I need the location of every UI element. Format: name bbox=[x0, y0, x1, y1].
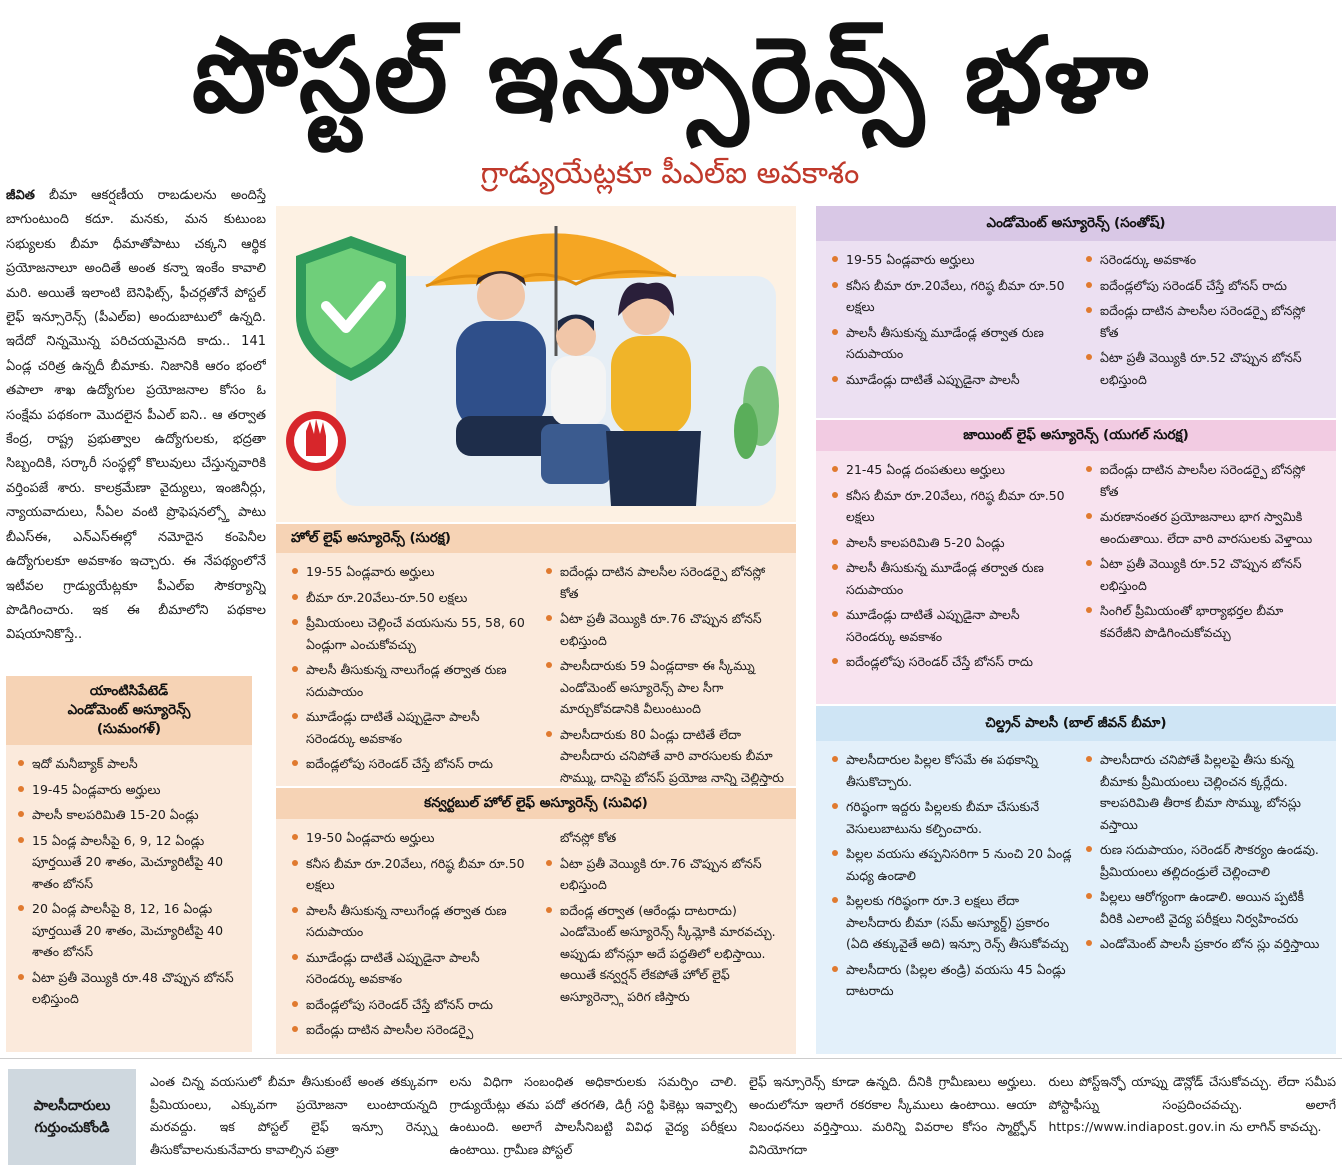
list-item: ఐదేండ్ల తర్వాత (ఆరేండ్లు దాటరాదు) ఎండోమెంట్ అస్యూరెన్స్ స్కీమ్లోకి మారవచ్చు. అప్పుడు బోనస్లూ అదే పద్ధతిలో లభిస్తాయి. అయితే కన్వర్షన్ లేకపోతే హోల్ లైఫ్ అస్యూరెన్స్గా పరిగ ణిస్తారు bbox=[540, 900, 786, 1008]
list-item: పిల్లల వయసు తప్పనిసరిగా 5 నుంచి 20 ఏండ్ల మధ్య ఉండాలి bbox=[826, 843, 1072, 886]
intro-lead-word: జీవిత bbox=[6, 188, 35, 203]
list-item: పాలసీదారుకు 59 ఏండ్లదాకా ఈ స్కీమ్ను ఎండోమెంట్ అస్యూరెన్స్ పాల సీగా మార్చుకోవడానికి వీలుంటుంది bbox=[540, 655, 786, 720]
list-item: మూడేండ్లు దాటితే ఎప్పుడైనా పాలసీ సరెండర్కు అవకాశం bbox=[826, 604, 1072, 647]
list-item: మరణానంతర ప్రయోజనాలు భాగ స్వామికి అందుతాయి. లేదా వారి వారసులకు వెళ్తాయి bbox=[1080, 506, 1326, 549]
list-item: పాలసీ తీసుకున్న నాలుగేండ్ల తర్వాత రుణ సదుపాయం bbox=[286, 659, 532, 702]
santosh-list-left bbox=[826, 249, 1072, 394]
list-item: పాలసీదారు చనిపోతే పిల్లలపై తీసు కున్న బీమాకు ప్రీమియంలు చెల్లించన క్కర్లేదు. కాలపరిమితి తీరాక బీమా సొమ్ము, బోనస్లు వస్తాయి bbox=[1080, 749, 1326, 835]
list-item: 19-45 ఏండ్లవారు అర్హులు bbox=[12, 779, 246, 801]
list-item: మూడేండ్లు దాటితే ఎప్పుడైనా పాలసీ bbox=[826, 369, 1072, 391]
sumangal-title-line-3: (సుమంగళ్) bbox=[96, 721, 162, 737]
suvidha-columns bbox=[276, 819, 796, 1053]
suvidha-title: కన్వర్టబుల్ హోల్ లైఫ్ అస్యూరెన్స్ (సువిధ) bbox=[424, 795, 648, 811]
list-item: ఐదేండ్లు దాటిన పాలసీల సరెండర్పై బోనస్లో కోత bbox=[1080, 459, 1326, 502]
list-item: కనీస బీమా రూ.20వేలు, గరిష్ఠ బీమా రూ.50 లక్షలు bbox=[826, 275, 1072, 318]
suvidha-continued-text: బోనస్లో కోత bbox=[560, 830, 617, 845]
list-item: 21-45 ఏండ్ల దంపతులు అర్హులు bbox=[826, 459, 1072, 481]
list-item: పాలసీ తీసుకున్న మూడేండ్ల తర్వాత రుణ సదుపాయం bbox=[826, 322, 1072, 365]
yugal-list-left bbox=[826, 459, 1072, 677]
box-santosh-title bbox=[816, 206, 1336, 241]
list-item: పాలసీ కాలపరిమితి 15-20 ఏండ్లు bbox=[12, 804, 246, 826]
headline: పోస్టల్ ఇన్సూరెన్స్ భళా bbox=[191, 14, 1151, 136]
list-item: ఇదో మనీబ్యాక్ పాలసీ bbox=[12, 753, 246, 775]
box-suvidha-title bbox=[276, 788, 796, 819]
footer-column: రులు పోస్ట్ఇన్ఫో యాప్ను డౌన్లోడ్ చేసుకోవచ్చు. లేదా సమీప పోస్టాఫీస్ను సంప్రదించవచ్చు. అలాగే https://www.indiapost.gov.in ను లాగిన్ కావచ్చు. bbox=[1048, 1074, 1336, 1134]
list-item: మూడేండ్లు దాటితే ఎప్పుడైనా పాలసీ సరెండర్కు అవకాశం bbox=[286, 947, 532, 990]
list-item: కనీస బీమా రూ.20వేలు, గరిష్ఠ బీమా రూ.50 లక్షలు bbox=[286, 853, 532, 896]
list-item: పాలసీ తీసుకున్న నాలుగేండ్ల తర్వాత రుణ సదుపాయం bbox=[286, 900, 532, 943]
santosh-list-right bbox=[1080, 249, 1326, 394]
list-item: ఏటా ప్రతీ వెయ్యికి రూ.52 చొప్పున బోనస్ లభిస్తుంది bbox=[1080, 347, 1326, 390]
suraksha-columns bbox=[276, 553, 796, 786]
yugal-title: జాయింట్ లైఫ్ అస్యూరెన్స్ (యుగల్ సురక్ష) bbox=[963, 427, 1189, 443]
list-item: 19-55 ఏండ్లవారు అర్హులు bbox=[826, 249, 1072, 271]
list-item: ఐదేండ్లలోపు సరెండర్ చేస్తే బోనస్ రాదు bbox=[286, 994, 532, 1016]
suraksha-list-left bbox=[286, 561, 532, 786]
children-list-right bbox=[1080, 749, 1326, 1006]
list-item: పాలసీదారు (పిల్లల తండ్రి) వయసు 45 ఏండ్లు దాటరాదు bbox=[826, 959, 1072, 1002]
suvidha-right-column bbox=[540, 827, 786, 1045]
list-item: ఐదేండ్లు దాటిన పాలసీల సరెండర్పై బోనస్లో కోత bbox=[1080, 300, 1326, 343]
suraksha-list-right bbox=[540, 561, 786, 786]
footer-label: పాలసీదారులు గుర్తుంచుకోండి bbox=[8, 1069, 136, 1165]
list-item: కనీస బీమా రూ.20వేలు, గరిష్ఠ బీమా రూ.50 లక్షలు bbox=[826, 485, 1072, 528]
children-title: చిల్డ్రన్ పాలసీ (బాల్ జీవన్ బీమా) bbox=[985, 715, 1167, 731]
headline-block bbox=[0, 0, 1342, 150]
children-list-left bbox=[826, 749, 1072, 1006]
sumangal-list bbox=[6, 745, 252, 1022]
box-yugal-title bbox=[816, 420, 1336, 451]
box-sumangal-title bbox=[6, 676, 252, 745]
yugal-list-right bbox=[1080, 459, 1326, 677]
sumangal-title-line-1: యాంటిసిపేటెడ్ bbox=[89, 683, 169, 699]
footer-columns bbox=[150, 1071, 1336, 1161]
yugal-columns bbox=[816, 451, 1336, 685]
list-item: ఐదేండ్లలోపు సరెండర్ చేస్తే బోనస్ రాదు bbox=[1080, 275, 1326, 297]
santosh-title: ఎండోమెంట్ అస్యూరెన్స్ (సంతోష్) bbox=[986, 215, 1166, 231]
list-item: పిల్లలు ఆరోగ్యంగా ఉండాలి. అయిన ప్పటికీ వీరికి ఎలాంటి వైద్య పరీక్షలు నిర్వహించరు bbox=[1080, 886, 1326, 929]
sumangal-title-line-2: ఎండోమెంట్ అస్యూరెన్స్ bbox=[67, 702, 191, 718]
list-item: ఎండోమెంట్ పాలసీ ప్రకారం బోన స్లు వర్తిస్తాయి bbox=[1080, 933, 1326, 955]
box-yugal-suraksha bbox=[816, 420, 1336, 704]
list-item: పాలసీదారుల పిల్లల కోసమే ఈ పథకాన్ని తీసుకొచ్చారు. bbox=[826, 749, 1072, 792]
suvidha-list-left bbox=[286, 827, 532, 1045]
family-umbrella-image bbox=[276, 206, 796, 522]
list-item: ఐదేండ్లు దాటిన పాలసీల సరెండర్పై bbox=[286, 1019, 532, 1041]
suvidha-list-right bbox=[540, 853, 786, 1008]
box-suvidha bbox=[276, 788, 796, 1054]
list-item: సింగిల్ ప్రీమియంతో భార్యాభర్తల బీమా కవరేజీని పొడిగించుకోవచ్చు bbox=[1080, 600, 1326, 643]
list-item: పాలసీ కాలపరిమితి 5-20 ఏండ్లు bbox=[826, 532, 1072, 554]
list-item: మూడేండ్లు దాటితే ఎప్పుడైనా పాలసీ సరెండర్కు అవకాశం bbox=[286, 706, 532, 749]
footer-column: లైఫ్ ఇన్సూరెన్స్ కూడా ఉన్నది. దీనికి గ్రామీణులు అర్హులు. అందులోనూ ఇలాగే రకరకాల స్కీములు ఉంటాయి. ఆయా నిబంధనలు వర్తిస్తాయి. మరిన్ని వివరాల కోసం స్మార్ట్ఫోన్ వినియోగదా bbox=[749, 1074, 1037, 1157]
intro-paragraph bbox=[6, 184, 266, 664]
list-item: ఐదేండ్లు దాటిన పాలసీల సరెండర్పై బోనస్లో కోత bbox=[540, 561, 786, 604]
list-item: ఏటా ప్రతీ వెయ్యికి రూ.76 చొప్పున బోనస్ లభిస్తుంది bbox=[540, 853, 786, 896]
list-item: ఐదేండ్లలోపు సరెండర్ చేస్తే బోనస్ రాదు bbox=[826, 651, 1072, 673]
list-item: 19-55 ఏండ్లవారు అర్హులు bbox=[286, 561, 532, 583]
list-item: పాలసీ తీసుకున్న మూడేండ్ల తర్వాత రుణ సదుపాయం bbox=[826, 557, 1072, 600]
list-item: గరిష్ఠంగా ఇద్దరు పిల్లలకు బీమా చేసుకునే వెసులుబాటును కల్పించారు. bbox=[826, 796, 1072, 839]
list-item: ఏటా ప్రతీ వెయ్యికి రూ.48 చొప్పున బోనస్ లభిస్తుంది bbox=[12, 967, 246, 1010]
list-item: ఏటా ప్రతీ వెయ్యికి రూ.52 చొప్పున బోనస్ లభిస్తుంది bbox=[1080, 553, 1326, 596]
list-item: సరెండర్కు అవకాశం bbox=[1080, 249, 1326, 271]
list-item: పాలసీదారుకు 80 ఏండ్లు దాటితే లేదా పాలసీదారు చనిపోతే వారి వారసులకు బీమా సొమ్ము, దానిపై బోనస్ ప్రయోజ నాన్ని చెల్లిస్తారు bbox=[540, 724, 786, 787]
box-sumangal bbox=[6, 676, 252, 1052]
box-children-policy bbox=[816, 706, 1336, 1054]
footer-column: లను విధిగా సంబంధిత అధికారులకు సమర్పిం చాలి. గ్రాడ్యుయేట్లు తమ పదో తరగతి, డిగ్రీ సర్టి ఫికెట్లు ఇవ్వాల్సి ఉంటుంది. అలాగే పాలసీనిబట్టి వివిధ వైద్య పరీక్షలు ఉంటాయి. గ్రామీణ పోస్టల్ bbox=[449, 1074, 737, 1157]
list-item: రుణ సదుపాయం, సరెండర్ సౌకర్యం ఉండవు. ప్రీమియంలు తల్లిదండ్రులే చెల్లించాలి bbox=[1080, 839, 1326, 882]
children-columns bbox=[816, 741, 1336, 1014]
intro-text: బీమా ఆకర్షణీయ రాబడులను అందిస్తే బాగుంటుంది కదూ. మనకు, మన కుటుంబ సభ్యులకు బీమా ధీమాతోపాటు చక్కని ఆర్థిక ప్రయోజనాలూ అందితే అంత కన్నా ఇంకేం కావాలి మరి. అయితే ఇలాంటి బెనిఫిట్స్, ఫీచర్లతోనే పోస్టల్ లైఫ్ ఇన్సూరెన్స్ (పీఎల్ఐ) అందుబాటులో ఉన్నది. ఇదేదో నిన్నమొన్న పరిచయమైనది కాదు.. 141 ఏండ్ల చరిత్ర ఉన్నదీ బీమాకు. నిజానికి ఆరం భంలో తపాలా శాఖ ఉద్యోగుల ప్రయోజనాల కోసం ఓ సంక్షేమ పథకంగా మొదలైన పీఎల్ ఐని.. ఆ తర్వాత కేంద్ర, రాష్ట్ర ప్రభుత్వాల ఉద్యోగులకు, భద్రతా సిబ్బందికి, సర్కారీ సంస్థల్లో కొలువులు చేస్తున్నవారికి వర్తింపజే శారు. కాలక్రమేణా వైద్యులు, ఇంజినీర్లు, న్యాయవాదులు, సీఏల వంటి ప్రొఫెషనల్స్తో పాటు బీఎస్ఈ, ఎన్ఎస్ఈల్లో నమోదైన కంపెనీల ఉద్యోగులకూ అవకాశం ఇచ్చారు. ఈ నేపథ్యంలోనే ఇటీవల గ్రాడ్యుయేట్లకూ పీఎల్ఐ సౌకర్యాన్ని పొడిగించారు. ఇక ఈ బీమాలోని పథకాల విషయానికొస్తే.. bbox=[6, 188, 266, 643]
list-item: 19-50 ఏండ్లవారు అర్హులు bbox=[286, 827, 532, 849]
box-suraksha-title bbox=[276, 524, 796, 553]
list-item: ప్రీమియంలు చెల్లించే వయసును 55, 58, 60 ఏండ్లుగా ఎంచుకోవచ్చు bbox=[286, 612, 532, 655]
box-children-title bbox=[816, 706, 1336, 741]
list-item: ఐదేండ్లలోపు సరెండర్ చేస్తే బోనస్ రాదు bbox=[286, 753, 532, 775]
family-insurance-illustration bbox=[276, 206, 796, 522]
subheadline: గ్రాడ్యుయేట్లకూ పీఎల్ఐ అవకాశం bbox=[480, 156, 860, 191]
footer-section bbox=[0, 1058, 1342, 1176]
list-item: పిల్లలకు గరిష్ఠంగా రూ.3 లక్షలు లేదా పాలసీదారు బీమా (సమ్ అస్యూర్డ్) ప్రకారం (ఏది తక్కువైతే అది) ఇన్సూ రెన్స్ తీసుకోవచ్చు bbox=[826, 890, 1072, 955]
suraksha-title: హోల్ లైఫ్ అస్యూరెన్స్ (సురక్ష) bbox=[291, 530, 451, 546]
list-item: ఏటా ప్రతీ వెయ్యికి రూ.76 చొప్పున బోనస్ లభిస్తుంది bbox=[540, 608, 786, 651]
santosh-columns bbox=[816, 241, 1336, 402]
list-item: 15 ఏండ్ల పాలసీపై 6, 9, 12 ఏండ్లు పూర్తయితే 20 శాతం, మెచ్యూరిటీపై 40 శాతం బోనస్ bbox=[12, 830, 246, 895]
list-item: బీమా రూ.20వేలు-రూ.50 లక్షలు bbox=[286, 587, 532, 609]
list-item: 20 ఏండ్ల పాలసీపై 8, 12, 16 ఏండ్లు పూర్తయితే 20 శాతం, మెచ్యూరిటీపై 40 శాతం బోనస్ bbox=[12, 898, 246, 963]
box-suraksha bbox=[276, 524, 796, 786]
box-santosh bbox=[816, 206, 1336, 418]
footer-column: ఎంత చిన్న వయసులో బీమా తీసుకుంటే అంత తక్కువగా ప్రీమియంలు, ఎక్కువగా ప్రయోజనా లుంటాయన్నది మరవద్దు. ఇక పోస్టల్ లైఫ్ ఇన్సూ రెన్స్ను తీసుకోవాలనుకునేవారు కావాల్సిన పత్రా bbox=[150, 1074, 438, 1157]
